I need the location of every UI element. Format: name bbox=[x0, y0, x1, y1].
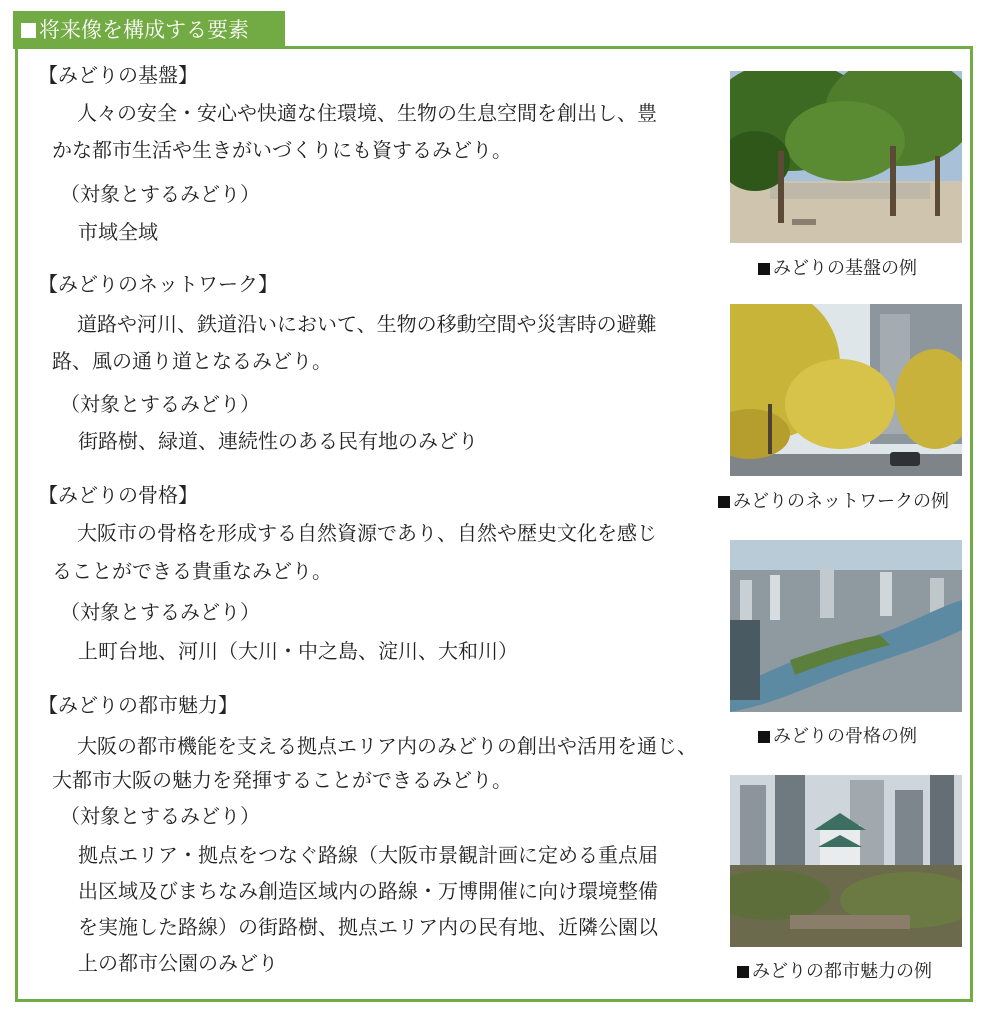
caption-network-example: みどりのネットワークの例 bbox=[718, 490, 949, 514]
square-bullet-icon bbox=[737, 966, 749, 978]
photo-framework-example bbox=[730, 540, 962, 712]
section-heading-attraction: 【みどりの都市魅力】 bbox=[38, 693, 238, 717]
section-heading-framework: 【みどりの骨格】 bbox=[38, 483, 198, 507]
target-label-base: （対象とするみどり） bbox=[60, 182, 260, 206]
target-label-attraction: （対象とするみどり） bbox=[60, 804, 260, 828]
target-value-attraction-line2: 出区域及びまちなみ創造区域内の路線・万博開催に向け環境整備 bbox=[78, 879, 658, 903]
square-bullet-icon bbox=[758, 263, 770, 275]
target-value-network: 街路樹、緑道、連続性のある民有地のみどり bbox=[78, 429, 478, 453]
target-value-attraction-line3: を実施した路線）の街路樹、拠点エリア内の民有地、近隣公園以 bbox=[78, 915, 658, 939]
caption-base-example: みどりの基盤の例 bbox=[758, 257, 917, 281]
section-desc-framework-line1: 大阪市の骨格を形成する自然資源であり、自然や歴史文化を感じ bbox=[77, 521, 657, 545]
square-bullet-icon bbox=[718, 496, 730, 508]
section-heading-network: 【みどりのネットワーク】 bbox=[38, 272, 278, 296]
target-value-attraction-line1: 拠点エリア・拠点をつなぐ路線（大阪市景観計画に定める重点届 bbox=[78, 843, 658, 867]
photo-base-example bbox=[730, 71, 962, 243]
target-value-base: 市域全域 bbox=[78, 220, 158, 244]
target-label-framework: （対象とするみどり） bbox=[60, 600, 260, 624]
square-bullet-icon bbox=[758, 731, 770, 743]
section-heading-base: 【みどりの基盤】 bbox=[38, 63, 198, 87]
section-desc-framework-line2: ることができる貴重なみどり。 bbox=[52, 559, 332, 583]
target-label-network: （対象とするみどり） bbox=[60, 392, 260, 416]
photo-network-example bbox=[730, 304, 962, 476]
section-desc-attraction-line2: 大都市大阪の魅力を発揮することができるみどり。 bbox=[52, 768, 512, 792]
section-desc-attraction-line1: 大阪の都市機能を支える拠点エリア内のみどりの創出や活用を通じ、 bbox=[77, 734, 697, 758]
caption-framework-example: みどりの骨格の例 bbox=[758, 725, 917, 749]
title-tab bbox=[13, 11, 285, 49]
section-desc-base-line1: 人々の安全・安心や快適な住環境、生物の生息空間を創出し、豊 bbox=[77, 101, 657, 125]
photo-attraction-example bbox=[730, 775, 962, 947]
caption-attraction-example: みどりの都市魅力の例 bbox=[737, 960, 932, 984]
section-desc-network-line1: 道路や河川、鉄道沿いにおいて、生物の移動空間や災害時の避難 bbox=[77, 312, 657, 336]
target-value-attraction-line4: 上の都市公園のみどり bbox=[78, 951, 278, 975]
target-value-framework: 上町台地、河川（大川・中之島、淀川、大和川） bbox=[78, 639, 518, 663]
section-desc-network-line2: 路、風の通り道となるみどり。 bbox=[52, 349, 332, 373]
section-desc-base-line2: かな都市生活や生きがいづくりにも資するみどり。 bbox=[52, 138, 512, 162]
title-text: 将来像を構成する要素 bbox=[39, 18, 249, 42]
square-bullet-icon bbox=[21, 23, 36, 38]
